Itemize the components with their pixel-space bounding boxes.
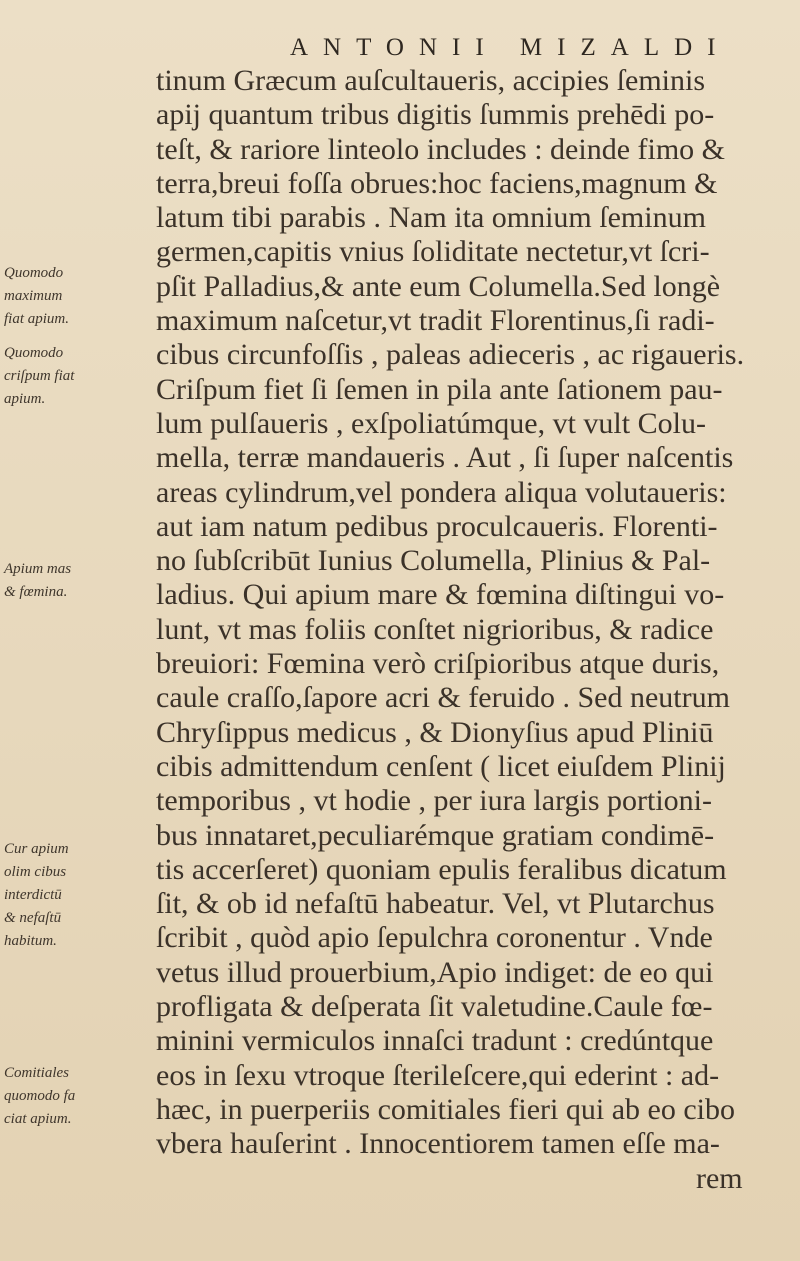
text-line: pſit Palladius,& ante eum Columella.Sed longè xyxy=(156,269,721,303)
text-line: ladius. Qui apium mare & fœmina diſtingui vo- xyxy=(156,578,725,612)
text-line: vetus illud prouerbium,Apio indiget: de eo qui xyxy=(156,955,714,989)
margin-note-line: interdictū xyxy=(4,887,62,903)
margin-note-mas-femina xyxy=(4,558,154,604)
text-line: areas cylindrum,vel pondera aliqua volutaueris: xyxy=(156,475,727,509)
margin-note-line: & fœmina. xyxy=(4,584,68,600)
margin-note-line: Quomodo xyxy=(4,345,64,361)
margin-note-line: habitum. xyxy=(4,933,57,949)
text-line: minini vermiculos innaſci tradunt : credúntque xyxy=(156,1024,714,1058)
text-line: apij quantum tribus digitis ſummis prehēdi po- xyxy=(156,98,715,132)
margin-note-maximum xyxy=(4,262,154,331)
margin-note-line: olim cibus xyxy=(4,864,67,880)
text-line: lunt, vt mas foliis conſtet nigrioribus, & radice xyxy=(156,612,714,646)
text-line: profligata & deſperata ſit valetudine.Caule fœ- xyxy=(156,990,713,1024)
text-line: hæc, in puerperiis comitiales fieri qui ab eo cibo xyxy=(156,1092,735,1126)
text-line: maximum naſcetur,vt tradit Florentinus,ſi radi- xyxy=(156,304,715,338)
running-head: ANTONII MIZALDI xyxy=(290,34,731,61)
margin-note-line: criſpum fiat xyxy=(4,368,75,384)
margin-note-line: ciat apium. xyxy=(4,1111,72,1127)
text-line: germen,capitis vnius ſoliditate nectetur,vt ſcri- xyxy=(156,235,710,269)
text-line: Chryſippus medicus , & Dionyſius apud Pliniū xyxy=(156,715,714,749)
margin-note-line: Cur apium xyxy=(4,841,69,857)
text-line: eos in ſexu vtroque ſterileſcere,qui ederint : ad- xyxy=(156,1058,720,1092)
main-text xyxy=(156,64,786,1196)
text-line: Criſpum fiet ſi ſemen in pila ante ſationem pau- xyxy=(156,372,723,406)
text-line: breuiori: Fœmina verò criſpioribus atque duris, xyxy=(156,647,720,681)
margin-note-line: quomodo fa xyxy=(4,1088,76,1104)
margin-note-line: fiat apium. xyxy=(4,311,70,327)
margin-note-line: Quomodo xyxy=(4,265,64,281)
text-line: terra,breui foſſa obrues:hoc faciens,magnum & xyxy=(156,166,718,200)
margin-note-comitiales xyxy=(4,1062,154,1131)
margin-note-line: Apium mas xyxy=(4,561,72,577)
text-line: vbera hauſerint . Innocentiorem tamen eſſe ma- xyxy=(156,1127,720,1161)
margin-note-line: & nefaſtū xyxy=(4,910,62,926)
text-line: cibis admittendum cenſent ( licet eiuſdem Plinij xyxy=(156,749,726,783)
text-line: ſcribit , quòd apio ſepulchra coronentur . Vnde xyxy=(156,921,713,955)
text-line: teſt, & rariore linteolo includes : deinde fimo & xyxy=(156,132,726,166)
margin-note-nefastum xyxy=(4,838,154,953)
margin-note-line: Comitiales xyxy=(4,1065,70,1081)
text-line: aut iam natum pedibus proculcaueris. Florenti- xyxy=(156,509,718,543)
text-line: mella, terræ mandaueris . Aut , ſi ſuper naſcentis xyxy=(156,441,734,475)
text-line: caule craſſo,ſapore acri & feruido . Sed neutrum xyxy=(156,681,730,715)
text-line: no ſubſcribūt Iunius Columella, Plinius & Pal- xyxy=(156,544,711,578)
margin-note-line: maximum xyxy=(4,288,63,304)
text-line: tis accerſeret) quoniam epulis feralibus dicatum xyxy=(156,852,727,886)
text-line: cibus circunfoſſis , paleas adieceris , ac rigaueris. xyxy=(156,338,745,372)
text-line: latum tibi parabis . Nam ita omnium ſeminum xyxy=(156,201,706,235)
text-line: tinum Græcum auſcultaueris, accipies ſeminis xyxy=(156,64,706,97)
catchword: rem xyxy=(696,1161,743,1195)
text-line: bus innataret,peculiarémque gratiam condimē- xyxy=(156,818,715,852)
text-line: ſit, & ob id nefaſtū habeatur. Vel, vt Plutarchus xyxy=(156,887,715,921)
text-line: temporibus , vt hodie , per iura largis portioni- xyxy=(156,784,713,818)
text-line: lum pulſaueris , exſpoliatúmque, vt vult Colu- xyxy=(156,406,706,440)
margin-note-line: apium. xyxy=(4,391,46,407)
margin-note-crispum xyxy=(4,342,154,411)
